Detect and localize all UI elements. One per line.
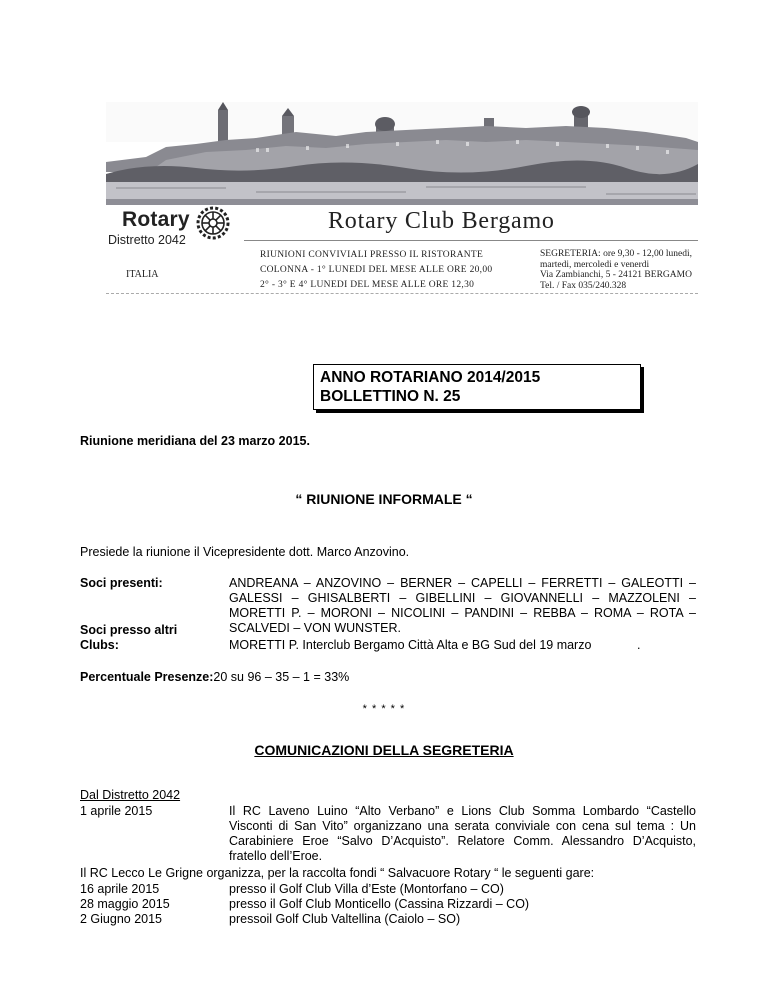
event1-line: Carabiniere Eroe “Salvo D’Acquisto”. Relatore Comm. Alessandro D’Acquisto, xyxy=(229,834,696,848)
segreteria-line: Tel. / Fax 035/240.328 xyxy=(540,280,627,291)
rotary-wheel-icon xyxy=(196,206,230,240)
soci-line: SCALVEDI – VON WUNSTER. xyxy=(229,621,402,635)
soci-presenti-label: Soci presenti: xyxy=(80,576,163,590)
italia-label: ITALIA xyxy=(126,269,159,280)
lecco-line: Il RC Lecco Le Grigne organizza, per la raccolta fondi “ Salvacuore Rotary “ le seguenti gare: xyxy=(80,866,595,880)
event1-line: Visconti di San Vito” organizzano una serata conviviale con cena sul tema : Un xyxy=(229,819,696,833)
meeting-title: “ RIUNIONE INFORMALE “ xyxy=(295,491,473,507)
bulletin-title-box xyxy=(313,364,641,410)
anno-rotariano: ANNO ROTARIANO 2014/2015 xyxy=(320,369,541,386)
header-bottom-rule xyxy=(106,293,698,294)
distretto-label: Distretto 2042 xyxy=(108,233,186,247)
bollettino-number: BOLLETTINO N. 25 xyxy=(320,388,461,405)
altri-clubs-label-1: Soci presso altri xyxy=(80,623,178,637)
soci-line: MORETTI P. – MORONI – NICOLINI – PANDINI – REBBA – ROMA – ROTA – xyxy=(229,606,696,620)
header-rule xyxy=(244,240,698,241)
rotary-wordmark: Rotary xyxy=(122,208,190,231)
altri-clubs-dot: . xyxy=(637,638,641,652)
altri-clubs-label-2: Clubs: xyxy=(80,638,119,652)
event1-line: Il RC Laveno Luino “Alto Verbano” e Lions Club Somma Lombardo “Castello xyxy=(229,804,696,818)
segreteria-heading: COMUNICAZIONI DELLA SEGRETERIA xyxy=(254,742,514,758)
riunioni-line-1: RIUNIONI CONVIVIALI PRESSO IL RISTORANTE xyxy=(260,250,484,260)
event1-date: 1 aprile 2015 xyxy=(80,804,153,818)
presiede-line: Presiede la riunione il Vicepresidente dott. Marco Anzovino. xyxy=(80,545,410,559)
riunioni-line-3: 2° - 3° E 4° LUNEDI DEL MESE ALLE ORE 12,30 xyxy=(260,280,475,290)
header-bar xyxy=(106,199,698,205)
soci-line: ANDREANA – ANZOVINO – BERNER – CAPELLI – FERRETTI – GALEOTTI – xyxy=(229,576,696,590)
altri-clubs-text: MORETTI P. Interclub Bergamo Città Alta e BG Sud del 19 marzo xyxy=(229,638,592,652)
gara-date: 2 Giugno 2015 xyxy=(80,912,163,926)
gara-location: presso il Golf Club Villa d’Este (Montorfano – CO) xyxy=(229,882,504,896)
section-separator: * * * * * xyxy=(362,703,406,715)
gara-date: 28 maggio 2015 xyxy=(80,897,170,911)
segreteria-info xyxy=(540,249,702,291)
percentuale-presenze xyxy=(80,670,349,685)
segreteria-line: Via Zambianchi, 5 - 24121 BERGAMO xyxy=(540,270,692,280)
soci-presenti-list xyxy=(229,576,696,636)
club-name: Rotary Club Bergamo xyxy=(328,208,555,234)
event1-description xyxy=(229,804,696,864)
distretto-heading: Dal Distretto 2042 xyxy=(80,788,181,802)
riunioni-line-2: COLONNA - 1° LUNEDI DEL MESE ALLE ORE 20,00 xyxy=(260,265,493,275)
percentuale-value: 20 su 96 – 35 – 1 = 33% xyxy=(213,670,350,684)
event1-line: fratello dell’Eroe. xyxy=(229,849,323,863)
percentuale-label: Percentuale Presenze: xyxy=(80,670,214,684)
meeting-date: Riunione meridiana del 23 marzo 2015. xyxy=(80,434,310,448)
segreteria-line: martedi, mercoledi e venerdi xyxy=(540,259,650,270)
city-skyline-image xyxy=(106,102,698,202)
gara-location: pressoil Golf Club Valtellina (Caiolo – SO) xyxy=(229,912,461,926)
soci-line: GALESSI – GHISALBERTI – GIBELLINI – GIOVANNELLI – MAZZOLENI – xyxy=(229,591,696,605)
gara-location: presso il Golf Club Monticello (Cassina Rizzardi – CO) xyxy=(229,897,530,911)
segreteria-line: SEGRETERIA: ore 9,30 - 12,00 lunedi, xyxy=(540,249,692,259)
gara-date: 16 aprile 2015 xyxy=(80,882,160,896)
